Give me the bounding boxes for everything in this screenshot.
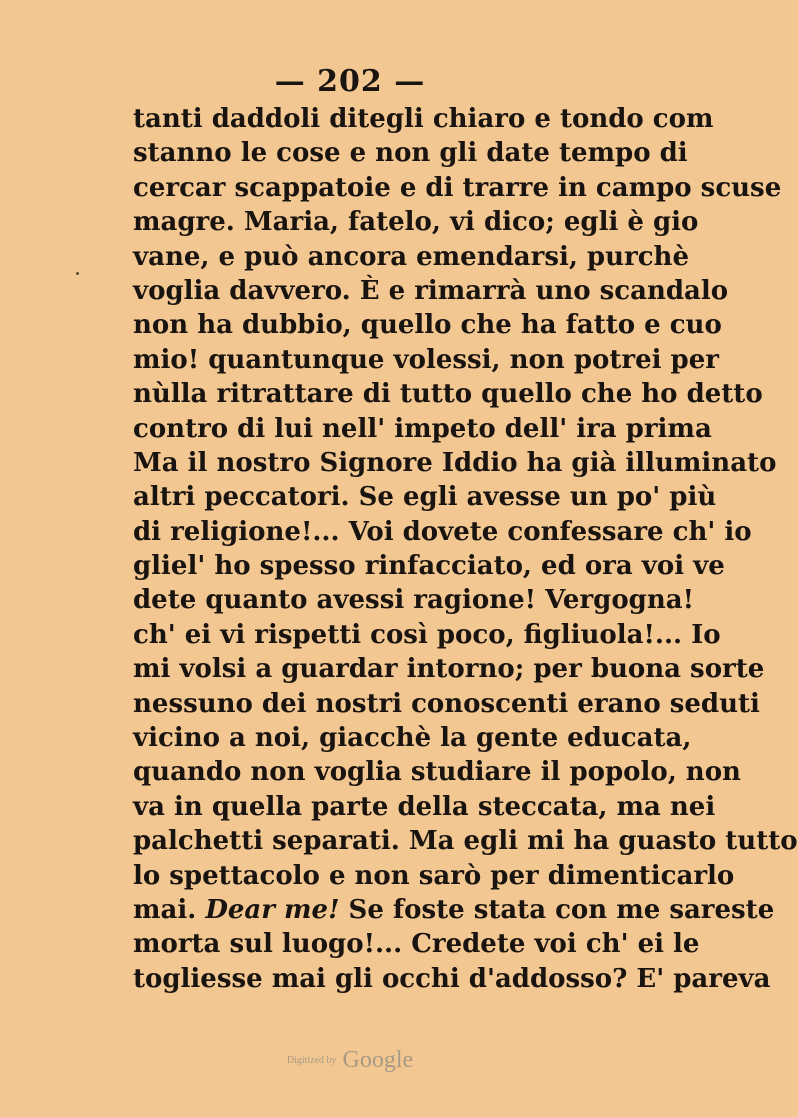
text-line: dete quanto avessi ragione! Vergogna! [133,585,695,616]
text-line: vicino a noi, giacchè la gente educata, [133,723,692,754]
text-line: non ha dubbio, quello che ha fatto e cuo [133,310,722,341]
text-line: gliel' ho spesso rinfacciato, ed ora voi ve [133,551,725,582]
watermark-prefix: Digitized by [286,1055,337,1066]
text-line: voglia davvero. È e rimarrà uno scandalo [133,275,729,306]
text-line: di religione!... Voi dovete confessare ch' io [133,516,752,547]
text-line: quando non voglia studiare il popolo, non [133,757,741,788]
italic-phrase: Dear me! [205,894,340,925]
text-line: palchetti separati. Ma egli mi ha guasto tutto [133,826,798,857]
text-segment: mai. [133,894,206,925]
text-line: magre. Maria, fatelo, vi dico; egli è gio [133,207,699,238]
text-line: nessuno dei nostri conoscenti erano seduti [133,688,760,719]
text-line: tanti daddoli ditegli chiaro e tondo com [133,104,714,134]
text-line: va in quella parte della steccata, ma nei [133,791,716,822]
text-line: nùlla ritrattare di tutto quello che ho detto [133,379,763,410]
text-line: morta sul luogo!... Credete voi ch' ei le [133,929,700,960]
google-logo: Google [342,1047,414,1073]
text-line: vane, e può ancora emendarsi, purchè [133,241,689,272]
text-line: stanno le cose e non gli date tempo di [133,138,688,169]
text-segment: Se foste stata con me sareste [339,894,775,925]
text-line: mio! quantunque volessi, non potrei per [133,344,719,375]
text-line: cercar scappatoie e di trarre in campo scuse [133,172,782,203]
text-line: lo spettacolo e non sarò per dimenticarlo [133,860,735,891]
text-line: contro di lui nell' impeto dell' ira prima [133,413,712,444]
text-line: ch' ei vi rispetti così poco, figliuola!... Io [133,619,721,650]
text-line: Ma il nostro Signore Iddio ha già illuminato [133,447,777,478]
text-line: altri peccatori. Se egli avesse un po' più [133,482,717,513]
text-line: mi volsi a guardar intorno; per buona sorte [133,654,765,685]
digitized-watermark [0,1047,700,1074]
paper-speck [76,272,79,275]
page-number: — 202 — [274,64,426,99]
text-line: togliesse mai gli occhi d'addosso? E' pareva [133,963,771,994]
text-line-with-italic [133,893,775,927]
book-text [133,102,798,996]
